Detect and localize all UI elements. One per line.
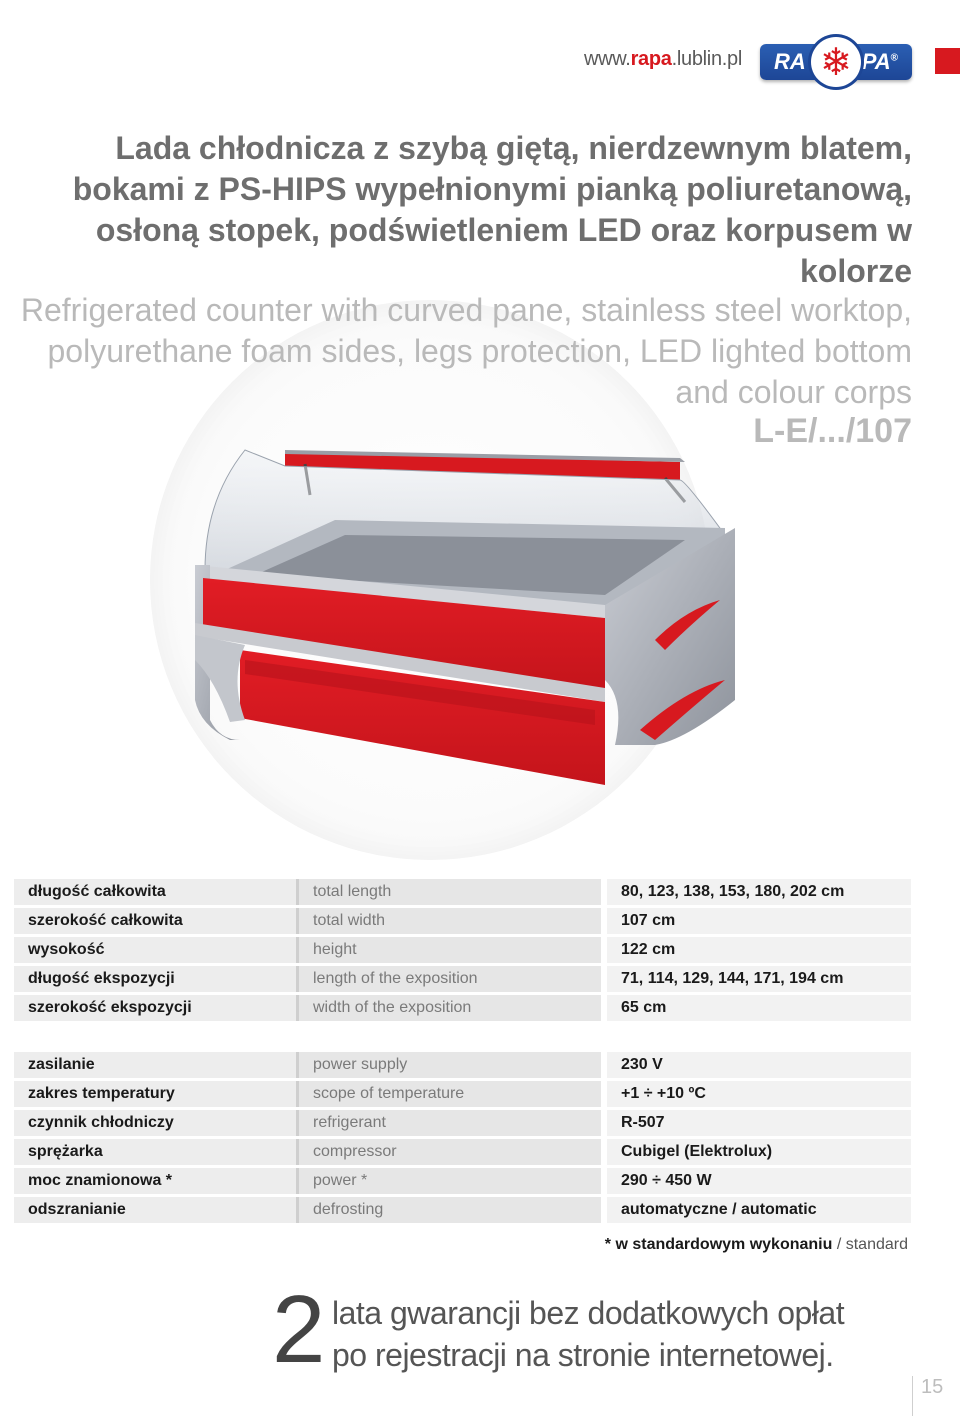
table-row [14,995,911,1021]
warranty-number: 2 [272,1276,326,1383]
spec-label-en: power * [296,1168,601,1194]
refrigerated-counter-image [185,440,745,790]
warranty-line-1: lata gwarancji bez dodatkowych opłat [332,1295,845,1331]
spec-label-en: power supply [296,1052,601,1078]
spec-value: R-507 [601,1110,911,1136]
warranty-text [332,1292,844,1376]
spec-value: automatyczne / automatic [601,1197,911,1223]
url-suffix: .lublin.pl [671,48,742,70]
table-row [14,908,911,934]
spec-value: 65 cm [601,995,911,1021]
spec-label-pl: czynnik chłodniczy [14,1110,296,1136]
spec-label-pl: zasilanie [14,1052,296,1078]
spec-label-pl: szerokość całkowita [14,908,296,934]
warranty-line-2: po rejestracji na stronie internetowej. [332,1337,834,1373]
spec-label-pl: wysokość [14,937,296,963]
page-number: 15 [912,1376,943,1416]
logo-right-text: PA® [861,49,898,74]
spec-label-pl: długość całkowita [14,879,296,905]
table-row [14,966,911,992]
spec-value: Cubigel (Elektrolux) [601,1139,911,1165]
spec-label-en: height [296,937,601,963]
model-code: L-E/.../107 [753,412,912,450]
rapa-logo [760,41,912,84]
spec-label-en: total width [296,908,601,934]
spec-label-pl: zakres temperatury [14,1081,296,1107]
title-english: Refrigerated counter with curved pane, stainless steel worktop, polyurethane foam sides, legs protection, LED lighted bottom and colour corps [20,292,912,410]
spec-value: 122 cm [601,937,911,963]
spec-label-en: width of the exposition [296,995,601,1021]
technical-table [14,1049,911,1226]
spec-label-pl: szerokość ekspozycji [14,995,296,1021]
table-row [14,1052,911,1078]
url-prefix: www. [583,48,631,70]
footnote [605,1236,908,1254]
title-polish: Lada chłodnicza z szybą giętą, nierdzewnym blatem, bokami z PS-HIPS wypełnionymi pianką poliuretanową, osłoną stopek, podświetleniem LED oraz korpusem w kolorze [72,130,912,289]
red-edge-tab [935,48,960,74]
spec-value: 80, 123, 138, 153, 180, 202 cm [601,879,911,905]
dimensions-table [14,876,911,1024]
spec-value: +1 ÷ +10 ºC [601,1081,911,1107]
table-row [14,1139,911,1165]
spec-label-en: refrigerant [296,1110,601,1136]
spec-label-pl: długość ekspozycji [14,966,296,992]
spec-label-en: scope of temperature [296,1081,601,1107]
spec-value: 230 V [601,1052,911,1078]
url-brand: rapa [630,48,672,70]
footnote-separator: / [832,1236,846,1253]
spec-label-en: compressor [296,1139,601,1165]
spec-label-pl: sprężarka [14,1139,296,1165]
spec-label-en: defrosting [296,1197,601,1223]
logo-left-text: RA [774,49,806,74]
table-row [14,1197,911,1223]
table-row [14,937,911,963]
website-url[interactable] [584,48,742,71]
table-row [14,1168,911,1194]
table-row [14,1110,911,1136]
footnote-normal: standard [845,1236,908,1253]
table-row [14,879,911,905]
spec-label-en: total length [296,879,601,905]
spec-label-pl: moc znamionowa * [14,1168,296,1194]
spec-value: 290 ÷ 450 W [601,1168,911,1194]
footnote-bold: * w standardowym wykonaniu [604,1236,833,1253]
spec-value: 107 cm [601,908,911,934]
spec-label-pl: odszranianie [14,1197,296,1223]
spec-value: 71, 114, 129, 144, 171, 194 cm [601,966,911,992]
snowflake-icon: ❄ [811,37,861,87]
table-row [14,1081,911,1107]
spec-label-en: length of the exposition [296,966,601,992]
